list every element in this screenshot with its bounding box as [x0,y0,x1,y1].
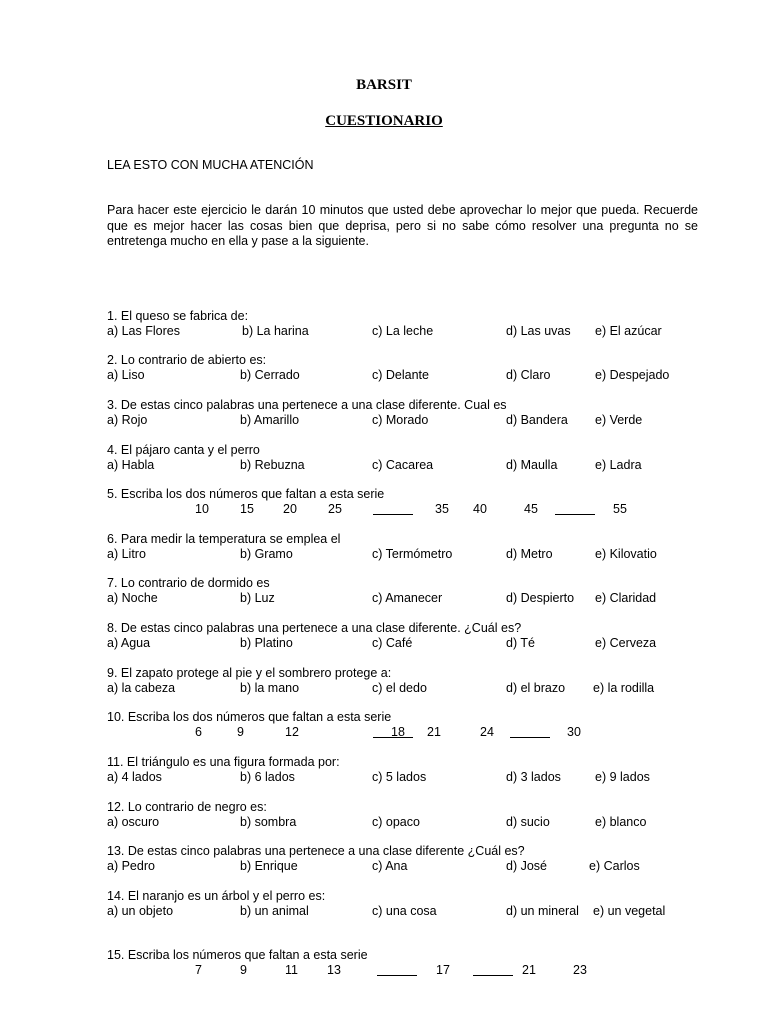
answer-option: a) Agua [107,636,151,650]
answer-option: e) Carlos [589,859,640,873]
question-text: 14. El naranjo es un árbol y el perro es: [107,889,326,903]
answer-option: d) Maulla [506,458,558,472]
answer-option: a) Habla [107,458,155,472]
answer-option: a) oscuro [107,815,160,829]
answer-option: b) La harina [242,324,309,338]
question-4 [107,443,707,475]
question-text: 12. Lo contrario de negro es: [107,800,267,814]
question-text: 2. Lo contrario de abierto es: [107,353,267,367]
question-7 [107,576,707,608]
answer-option: d) 3 lados [506,770,561,784]
answer-option: d) Bandera [506,413,568,427]
answer-option: e) Cerveza [595,636,657,650]
answer-option: c) La leche [372,324,434,338]
series-number: 6 [195,725,202,739]
series-number: 20 [283,502,297,516]
answer-option: d) Té [506,636,535,650]
question-12 [107,800,707,832]
answer-option: e) El azúcar [595,324,662,338]
series-number: 45 [524,502,538,516]
answer-option: c) Café [372,636,413,650]
question-text: 9. El zapato protege al pie y el sombrero protege a: [107,666,392,680]
question-text: 13. De estas cinco palabras una pertenece a una clase diferente ¿Cuál es? [107,844,525,858]
answer-option: b) Cerrado [240,368,300,382]
question-13 [107,844,707,876]
question-15 [107,948,707,980]
answer-option: c) Cacarea [372,458,434,472]
answer-option: c) Morado [372,413,429,427]
document-subtitle: CUESTIONARIO [325,113,443,129]
question-text: 8. De estas cinco palabras una pertenece a una clase diferente. ¿Cuál es? [107,621,522,635]
series-number: 17 [436,963,450,977]
series-number: 9 [240,963,247,977]
answer-option: e) Verde [595,413,643,427]
question-text: 10. Escriba los dos números que faltan a esta serie [107,710,392,724]
question-3 [107,398,707,430]
series-number: 55 [613,502,627,516]
question-text: 15. Escriba los números que faltan a esta serie [107,948,368,962]
answer-option: d) sucio [506,815,550,829]
series-blank[interactable] [510,725,550,741]
answer-option: b) sombra [240,815,297,829]
series-number: 40 [473,502,487,516]
instructions-paragraph: Para hacer este ejercicio le darán 10 minutos que usted debe aprovechar lo mejor que pueda. Recuerde que es mejor hacer las cosas bien que deprisa, pero si no sabe cómo resolver una pregunta no se entretenga mucho en ella y pase a la siguiente. [107,203,698,248]
answer-option: e) blanco [595,815,647,829]
answer-option: c) Termómetro [372,547,453,561]
series-number: 9 [237,725,244,739]
answer-option: e) Despejado [595,368,670,382]
answer-option: b) Luz [240,591,275,605]
answer-option: e) la rodilla [593,681,655,695]
answer-option: c) opaco [372,815,420,829]
series-number: 13 [327,963,341,977]
answer-option: a) Las Flores [107,324,180,338]
question-8 [107,621,707,653]
answer-option: a) Litro [107,547,146,561]
question-11 [107,755,707,787]
series-number: 11 [285,963,298,977]
answer-option: a) 4 lados [107,770,162,784]
series-number: 25 [328,502,342,516]
question-text: 3. De estas cinco palabras una pertenece a una clase diferente. Cual es [107,398,507,412]
answer-option: a) Liso [107,368,145,382]
series-number: 21 [427,725,441,739]
series-number: 12 [285,725,299,739]
answer-option: b) 6 lados [240,770,295,784]
answer-option: a) Noche [107,591,158,605]
series-number: 18 [391,725,405,739]
series-blank[interactable] [473,963,513,979]
series-number: 7 [195,963,202,977]
answer-option: d) Claro [506,368,551,382]
answer-option: a) Pedro [107,859,155,873]
answer-option: c) Ana [372,859,408,873]
answer-option: e) un vegetal [593,904,666,918]
intro-heading: LEA ESTO CON MUCHA ATENCIÓN [107,158,314,172]
question-6 [107,532,707,564]
document-title: BARSIT [356,77,412,93]
answer-option: d) el brazo [506,681,566,695]
answer-option: c) el dedo [372,681,427,695]
answer-option: b) Rebuzna [240,458,305,472]
series-number: 35 [435,502,449,516]
answer-option: a) un objeto [107,904,174,918]
question-text: 7. Lo contrario de dormido es [107,576,270,590]
question-text: 4. El pájaro canta y el perro [107,443,260,457]
answer-option: a) la cabeza [107,681,176,695]
question-2 [107,353,707,385]
answer-option: b) un animal [240,904,309,918]
answer-option: d) Las uvas [506,324,571,338]
answer-option: c) Delante [372,368,429,382]
answer-option: e) Kilovatio [595,547,657,561]
series-blank[interactable] [555,502,595,518]
series-number: 15 [240,502,254,516]
question-text: 5. Escriba los dos números que faltan a esta serie [107,487,385,501]
answer-option: e) 9 lados [595,770,650,784]
answer-option: c) una cosa [372,904,437,918]
series-number: 23 [573,963,587,977]
series-number: 10 [195,502,209,516]
answer-option: d) un mineral [506,904,579,918]
answer-option: b) Gramo [240,547,293,561]
answer-option: d) José [506,859,547,873]
answer-option: b) la mano [240,681,300,695]
answer-option: b) Amarillo [240,413,300,427]
answer-option: b) Platino [240,636,293,650]
question-text: 1. El queso se fabrica de: [107,309,249,323]
question-10 [107,710,707,742]
answer-option: d) Despierto [506,591,575,605]
series-blank[interactable] [373,502,413,518]
question-14 [107,889,707,921]
question-text: 6. Para medir la temperatura se emplea el [107,532,341,546]
answer-option: b) Enrique [240,859,298,873]
question-1 [107,309,707,341]
series-blank[interactable] [377,963,417,979]
question-9 [107,666,707,698]
answer-option: a) Rojo [107,413,148,427]
answer-option: e) Ladra [595,458,642,472]
question-text: 11. El triángulo es una figura formada por: [107,755,340,769]
answer-option: c) 5 lados [372,770,427,784]
question-5 [107,487,707,519]
answer-option: c) Amanecer [372,591,443,605]
answer-option: d) Metro [506,547,553,561]
series-number: 30 [567,725,581,739]
series-number: 24 [480,725,494,739]
answer-option: e) Claridad [595,591,657,605]
series-number: 21 [522,963,536,977]
